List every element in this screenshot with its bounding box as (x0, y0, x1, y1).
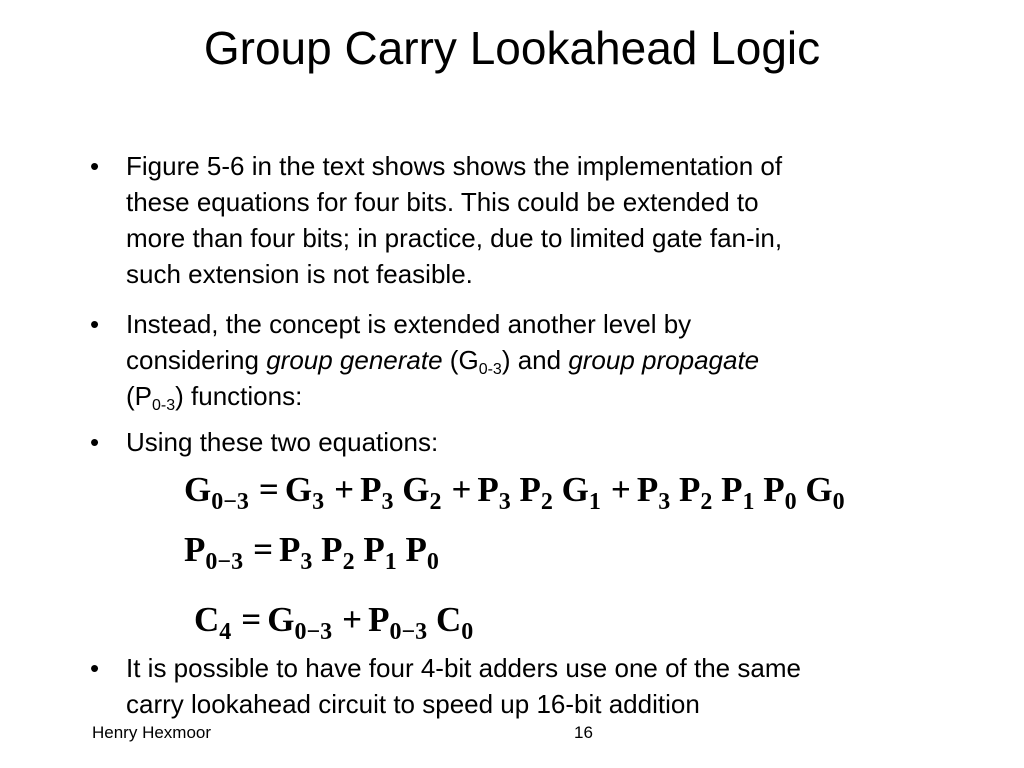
bullet-line: such extension is not feasible. (126, 259, 473, 289)
eq-lhs: $P_{0-3}$ (184, 530, 244, 575)
plus-sign: + (610, 470, 631, 509)
group-generate-equation (184, 470, 849, 515)
text-run: (P (126, 381, 152, 411)
eq-term: $P_3$ $P_2$ $P_1$ $P_0$ (279, 530, 439, 575)
bullet-marker: • (90, 151, 100, 181)
bullet-line: these equations for four bits. This could be extended to (126, 187, 759, 217)
equals-sign: = (241, 600, 262, 639)
text-run: (G (442, 345, 479, 375)
equals-sign: = (253, 530, 274, 569)
eq-term: $G_3$ (284, 470, 325, 515)
group-propagate-term: group propagate (568, 345, 760, 375)
eq-term: $P_{0-3}$ $C_0$ (368, 600, 474, 645)
text-run: ) and (501, 345, 569, 375)
bullet-marker: • (90, 653, 100, 683)
eq-lhs: $G_{0-3}$ (184, 470, 249, 515)
equals-sign: = (258, 470, 279, 509)
eq-term: $P_3$ $P_2$ $G_1$ (477, 470, 601, 515)
bullet-marker: • (90, 427, 100, 457)
group-generate-term: group generate (266, 345, 443, 375)
bullet-line: Instead, the concept is extended another level by (126, 309, 692, 339)
bullet-text: Using these two equations: (126, 427, 439, 457)
plus-sign: + (334, 470, 355, 509)
bullet-line: It is possible to have four 4-bit adders use one of the same (126, 653, 801, 683)
bullet-text (126, 650, 801, 722)
subscript: 0-3 (152, 397, 176, 414)
plus-sign: + (451, 470, 472, 509)
bullet-text (126, 306, 759, 414)
text-run: ) functions: (175, 381, 303, 411)
eq-lhs: $C_4$ (194, 600, 232, 645)
slide-title: Group Carry Lookahead Logic (203, 22, 821, 74)
plus-sign: + (342, 600, 363, 639)
group-propagate-equation (184, 530, 443, 575)
footer-author: Henry Hexmoor (92, 723, 212, 742)
page-number: 16 (574, 723, 593, 742)
bullet-line: carry lookahead circuit to speed up 16-bit addition (126, 689, 700, 719)
bullet-text (126, 148, 782, 292)
bullet-marker: • (90, 309, 100, 339)
bullet-line (126, 378, 759, 414)
text-run: considering (126, 345, 267, 375)
carry-equation (194, 600, 477, 645)
bullet-line: more than four bits; in practice, due to limited gate fan-in, (126, 223, 783, 253)
bullet-line: Figure 5-6 in the text shows shows the implementation of (126, 151, 783, 181)
bullet-line (126, 342, 759, 378)
eq-term: $G_{0-3}$ (267, 600, 333, 645)
subscript: 0-3 (478, 361, 502, 378)
eq-term: $P_3$ $G_2$ (360, 470, 442, 515)
eq-term: $P_3$ $P_2$ $P_1$ $P_0$ $G_0$ (636, 470, 845, 515)
